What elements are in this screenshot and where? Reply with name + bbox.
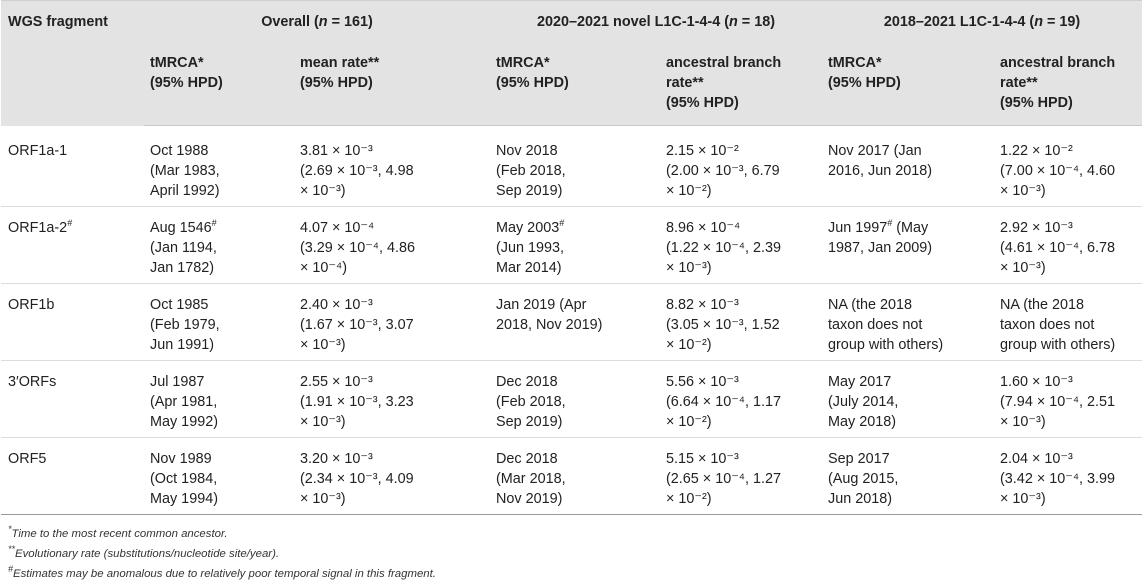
cell-line: × 10⁻²) — [666, 183, 712, 199]
subheader-line: tMRCA* — [496, 55, 550, 71]
footnote-mark: # — [211, 218, 217, 229]
subheader-cell — [294, 43, 490, 126]
subheader-cell — [490, 43, 660, 126]
footnote — [8, 544, 1143, 564]
cell-line: × 10⁻³) — [300, 337, 346, 353]
footnote-mark: * — [8, 524, 12, 535]
subheader-line: (95% HPD) — [300, 75, 373, 91]
cell-line: × 10⁻³) — [666, 260, 712, 276]
footnote — [8, 564, 1143, 584]
cell-line: × 10⁻²) — [666, 414, 712, 430]
cell-line: 8.82 × 10⁻³ — [666, 297, 739, 313]
cell-line: 2.15 × 10⁻² — [666, 143, 739, 159]
cell-line: (Feb 2018, — [496, 394, 566, 410]
subheader-line: (95% HPD) — [150, 75, 223, 91]
cell-line: May 2003# — [496, 218, 565, 236]
cell-line: (2.34 × 10⁻³, 4.09 — [300, 471, 414, 487]
cell-line: (Jun 1993, — [496, 240, 565, 256]
data-cell — [144, 126, 294, 207]
cell-line: Oct 1985 — [150, 297, 209, 313]
cell-line: (Feb 2018, — [496, 163, 566, 179]
cell-line: (6.64 × 10⁻⁴, 1.17 — [666, 394, 781, 410]
cell-line: (2.69 × 10⁻³, 4.98 — [300, 163, 414, 179]
cell-line: NA (the 2018 — [828, 297, 913, 313]
cell-line: (4.61 × 10⁻⁴, 6.78 — [1000, 240, 1116, 256]
cell-line: May 2017 — [828, 374, 892, 390]
data-cell — [994, 207, 1142, 284]
cell-line: (1.91 × 10⁻³, 3.23 — [300, 394, 414, 410]
cell-line: (Mar 1983, — [150, 163, 220, 179]
cell-line: (2.00 × 10⁻³, 6.79 — [666, 163, 780, 179]
fragment-name: ORF1a-2 — [8, 220, 68, 236]
subheader-cell — [660, 43, 822, 126]
cell-line: Sep 2019) — [496, 183, 563, 199]
fragment-name: ORF5 — [8, 451, 47, 467]
cell-line: (3.05 × 10⁻³, 1.52 — [666, 317, 780, 333]
data-cell — [490, 361, 660, 438]
footnote-mark: # — [8, 564, 14, 575]
subheader-line: (95% HPD) — [666, 95, 739, 111]
cell-line: × 10⁻³) — [1000, 260, 1046, 276]
cell-line: × 10⁻³) — [1000, 183, 1046, 199]
data-cell — [144, 438, 294, 515]
footnote-text: Estimates may be anomalous due to relatively poor temporal signal in this fragment. — [13, 568, 436, 580]
cell-line: Nov 2019) — [496, 491, 563, 507]
cell-line: Oct 1988 — [150, 143, 209, 159]
fragment-name: ORF1a-1 — [8, 142, 68, 159]
cell-line: Jun 1991) — [150, 337, 215, 353]
cell-line: Nov 2017 (Jan — [828, 143, 922, 159]
cell-line: 8.96 × 10⁻⁴ — [666, 220, 741, 236]
cell-line: 2018, Nov 2019) — [496, 317, 603, 333]
cell-line: × 10⁻³) — [1000, 414, 1046, 430]
data-cell — [822, 207, 994, 284]
cell-line: NA (the 2018 — [1000, 297, 1085, 313]
group-header-2018-2021: 2018–2021 L1C-1-4-4 (n = 19) — [822, 1, 1142, 44]
cell-line: (7.94 × 10⁻⁴, 2.51 — [1000, 394, 1116, 410]
cell-line: group with others) — [828, 337, 944, 353]
footnote-text: Time to the most recent common ancestor. — [11, 528, 228, 540]
cell-line: (1.22 × 10⁻⁴, 2.39 — [666, 240, 781, 256]
subheader-line: ancestral branch — [666, 55, 782, 71]
cell-line: (1.67 × 10⁻³, 3.07 — [300, 317, 414, 333]
cell-line: × 10⁻²) — [666, 337, 712, 353]
subheader-cell — [144, 43, 294, 126]
subheader-line: (95% HPD) — [1000, 95, 1073, 111]
cell-line: 2016, Jun 2018) — [828, 163, 933, 179]
cell-line: × 10⁻³) — [1000, 491, 1046, 507]
data-cell — [822, 126, 994, 207]
cell-line: 1987, Jan 2009) — [828, 240, 933, 256]
cell-line: Dec 2018 — [496, 374, 558, 390]
data-cell — [660, 126, 822, 207]
cell-line: Jan 1782) — [150, 260, 215, 276]
data-cell — [660, 284, 822, 361]
subheader-line: mean rate** — [300, 55, 380, 71]
data-cell — [490, 126, 660, 207]
data-cell — [660, 207, 822, 284]
cell-line: 1.60 × 10⁻³ — [1000, 374, 1073, 390]
table-row — [1, 126, 1142, 207]
cell-line: 2.55 × 10⁻³ — [300, 374, 373, 390]
cell-line: × 10⁻³) — [300, 414, 346, 430]
data-cell — [994, 361, 1142, 438]
subheader-line: tMRCA* — [828, 55, 882, 71]
data-cell — [490, 284, 660, 361]
footnote-mark: ** — [8, 544, 16, 555]
cell-line: (3.29 × 10⁻⁴, 4.86 — [300, 240, 415, 256]
data-cell — [822, 438, 994, 515]
fragment-cell — [1, 207, 144, 284]
data-cell — [660, 438, 822, 515]
cell-line: 4.07 × 10⁻⁴ — [300, 220, 375, 236]
cell-line: (Apr 1981, — [150, 394, 218, 410]
cell-line: 2.40 × 10⁻³ — [300, 297, 373, 313]
data-cell — [994, 438, 1142, 515]
table-body — [1, 126, 1142, 515]
cell-line: (3.42 × 10⁻⁴, 3.99 — [1000, 471, 1116, 487]
results-table — [1, 0, 1142, 515]
data-cell — [490, 438, 660, 515]
cell-line: 2.92 × 10⁻³ — [1000, 220, 1073, 236]
data-cell — [144, 284, 294, 361]
cell-line: Jun 1997# (May — [828, 218, 929, 236]
cell-line: Mar 2014) — [496, 260, 562, 276]
fragment-name: ORF1b — [8, 297, 55, 313]
table-row — [1, 284, 1142, 361]
fragment-cell — [1, 361, 144, 438]
table-row — [1, 438, 1142, 515]
cell-line: 5.15 × 10⁻³ — [666, 451, 739, 467]
data-cell — [294, 361, 490, 438]
data-cell — [822, 284, 994, 361]
data-cell — [994, 284, 1142, 361]
footnote — [8, 524, 1143, 544]
data-cell — [294, 126, 490, 207]
cell-line: 3.20 × 10⁻³ — [300, 451, 373, 467]
data-cell — [994, 126, 1142, 207]
cell-line: Jun 2018) — [828, 491, 893, 507]
cell-line: Nov 1989 — [150, 451, 212, 467]
subheader-cell — [994, 43, 1142, 126]
group-header-overall: Overall (n = 161) — [144, 1, 490, 44]
cell-line: (Mar 2018, — [496, 471, 566, 487]
cell-line: 5.56 × 10⁻³ — [666, 374, 739, 390]
cell-line: taxon does not — [828, 317, 923, 333]
cell-line: 1.22 × 10⁻² — [1000, 143, 1073, 159]
subheader-line: (95% HPD) — [828, 75, 901, 91]
cell-line: Nov 2018 — [496, 143, 558, 159]
cell-line: (Feb 1979, — [150, 317, 220, 333]
subheader-cell — [822, 43, 994, 126]
cell-line: May 1994) — [150, 491, 218, 507]
cell-line: 2.04 × 10⁻³ — [1000, 451, 1073, 467]
data-cell — [660, 361, 822, 438]
data-cell — [822, 361, 994, 438]
subheader-line: ancestral branch — [1000, 55, 1116, 71]
cell-line: (Aug 2015, — [828, 471, 899, 487]
cell-line: April 1992) — [150, 183, 220, 199]
cell-line: Jan 2019 (Apr — [496, 297, 587, 313]
table-row — [1, 361, 1142, 438]
data-cell — [144, 207, 294, 284]
subheader-line: (95% HPD) — [496, 75, 569, 91]
footnote-mark: # — [887, 218, 893, 229]
footnote-mark: # — [559, 218, 565, 229]
footnote-mark: # — [67, 218, 73, 229]
subheader-line: rate** — [666, 75, 704, 91]
subheader-line: rate** — [1000, 75, 1038, 91]
cell-line: Sep 2017 — [828, 451, 890, 467]
cell-line: (Oct 1984, — [150, 471, 218, 487]
cell-line: 3.81 × 10⁻³ — [300, 143, 373, 159]
cell-line: Dec 2018 — [496, 451, 558, 467]
footnotes — [8, 524, 1143, 584]
cell-line: (Jan 1194, — [150, 240, 217, 256]
cell-line: May 2018) — [828, 414, 897, 430]
data-cell — [294, 438, 490, 515]
data-cell — [144, 361, 294, 438]
fragment-column-header: WGS fragment — [1, 1, 144, 126]
group-header-2020-2021: 2020–2021 novel L1C-1-4-4 (n = 18) — [490, 1, 822, 44]
table-row — [1, 207, 1142, 284]
cell-line: (7.00 × 10⁻⁴, 4.60 — [1000, 163, 1116, 179]
cell-line: × 10⁻²) — [666, 491, 712, 507]
cell-line: Aug 1546# — [150, 218, 217, 236]
data-cell — [294, 207, 490, 284]
data-cell — [294, 284, 490, 361]
subheader-line: tMRCA* — [150, 55, 204, 71]
subheader-row — [1, 43, 1142, 126]
fragment-cell — [1, 438, 144, 515]
cell-line: × 10⁻³) — [300, 491, 346, 507]
cell-line: May 1992) — [150, 414, 218, 430]
data-cell — [490, 207, 660, 284]
cell-line: Jul 1987 — [150, 374, 205, 390]
cell-line: (2.65 × 10⁻⁴, 1.27 — [666, 471, 781, 487]
cell-line: Sep 2019) — [496, 414, 563, 430]
footnote-text: Evolutionary rate (substitutions/nucleotide site/year). — [15, 548, 280, 560]
cell-line: taxon does not — [1000, 317, 1095, 333]
fragment-cell — [1, 126, 144, 207]
cell-line: × 10⁻³) — [300, 183, 346, 199]
cell-line: (July 2014, — [828, 394, 899, 410]
cell-line: group with others) — [1000, 337, 1116, 353]
group-header-row — [1, 1, 1142, 44]
fragment-cell — [1, 284, 144, 361]
cell-line: × 10⁻⁴) — [300, 260, 347, 276]
fragment-name: 3′ORFs — [8, 374, 57, 390]
